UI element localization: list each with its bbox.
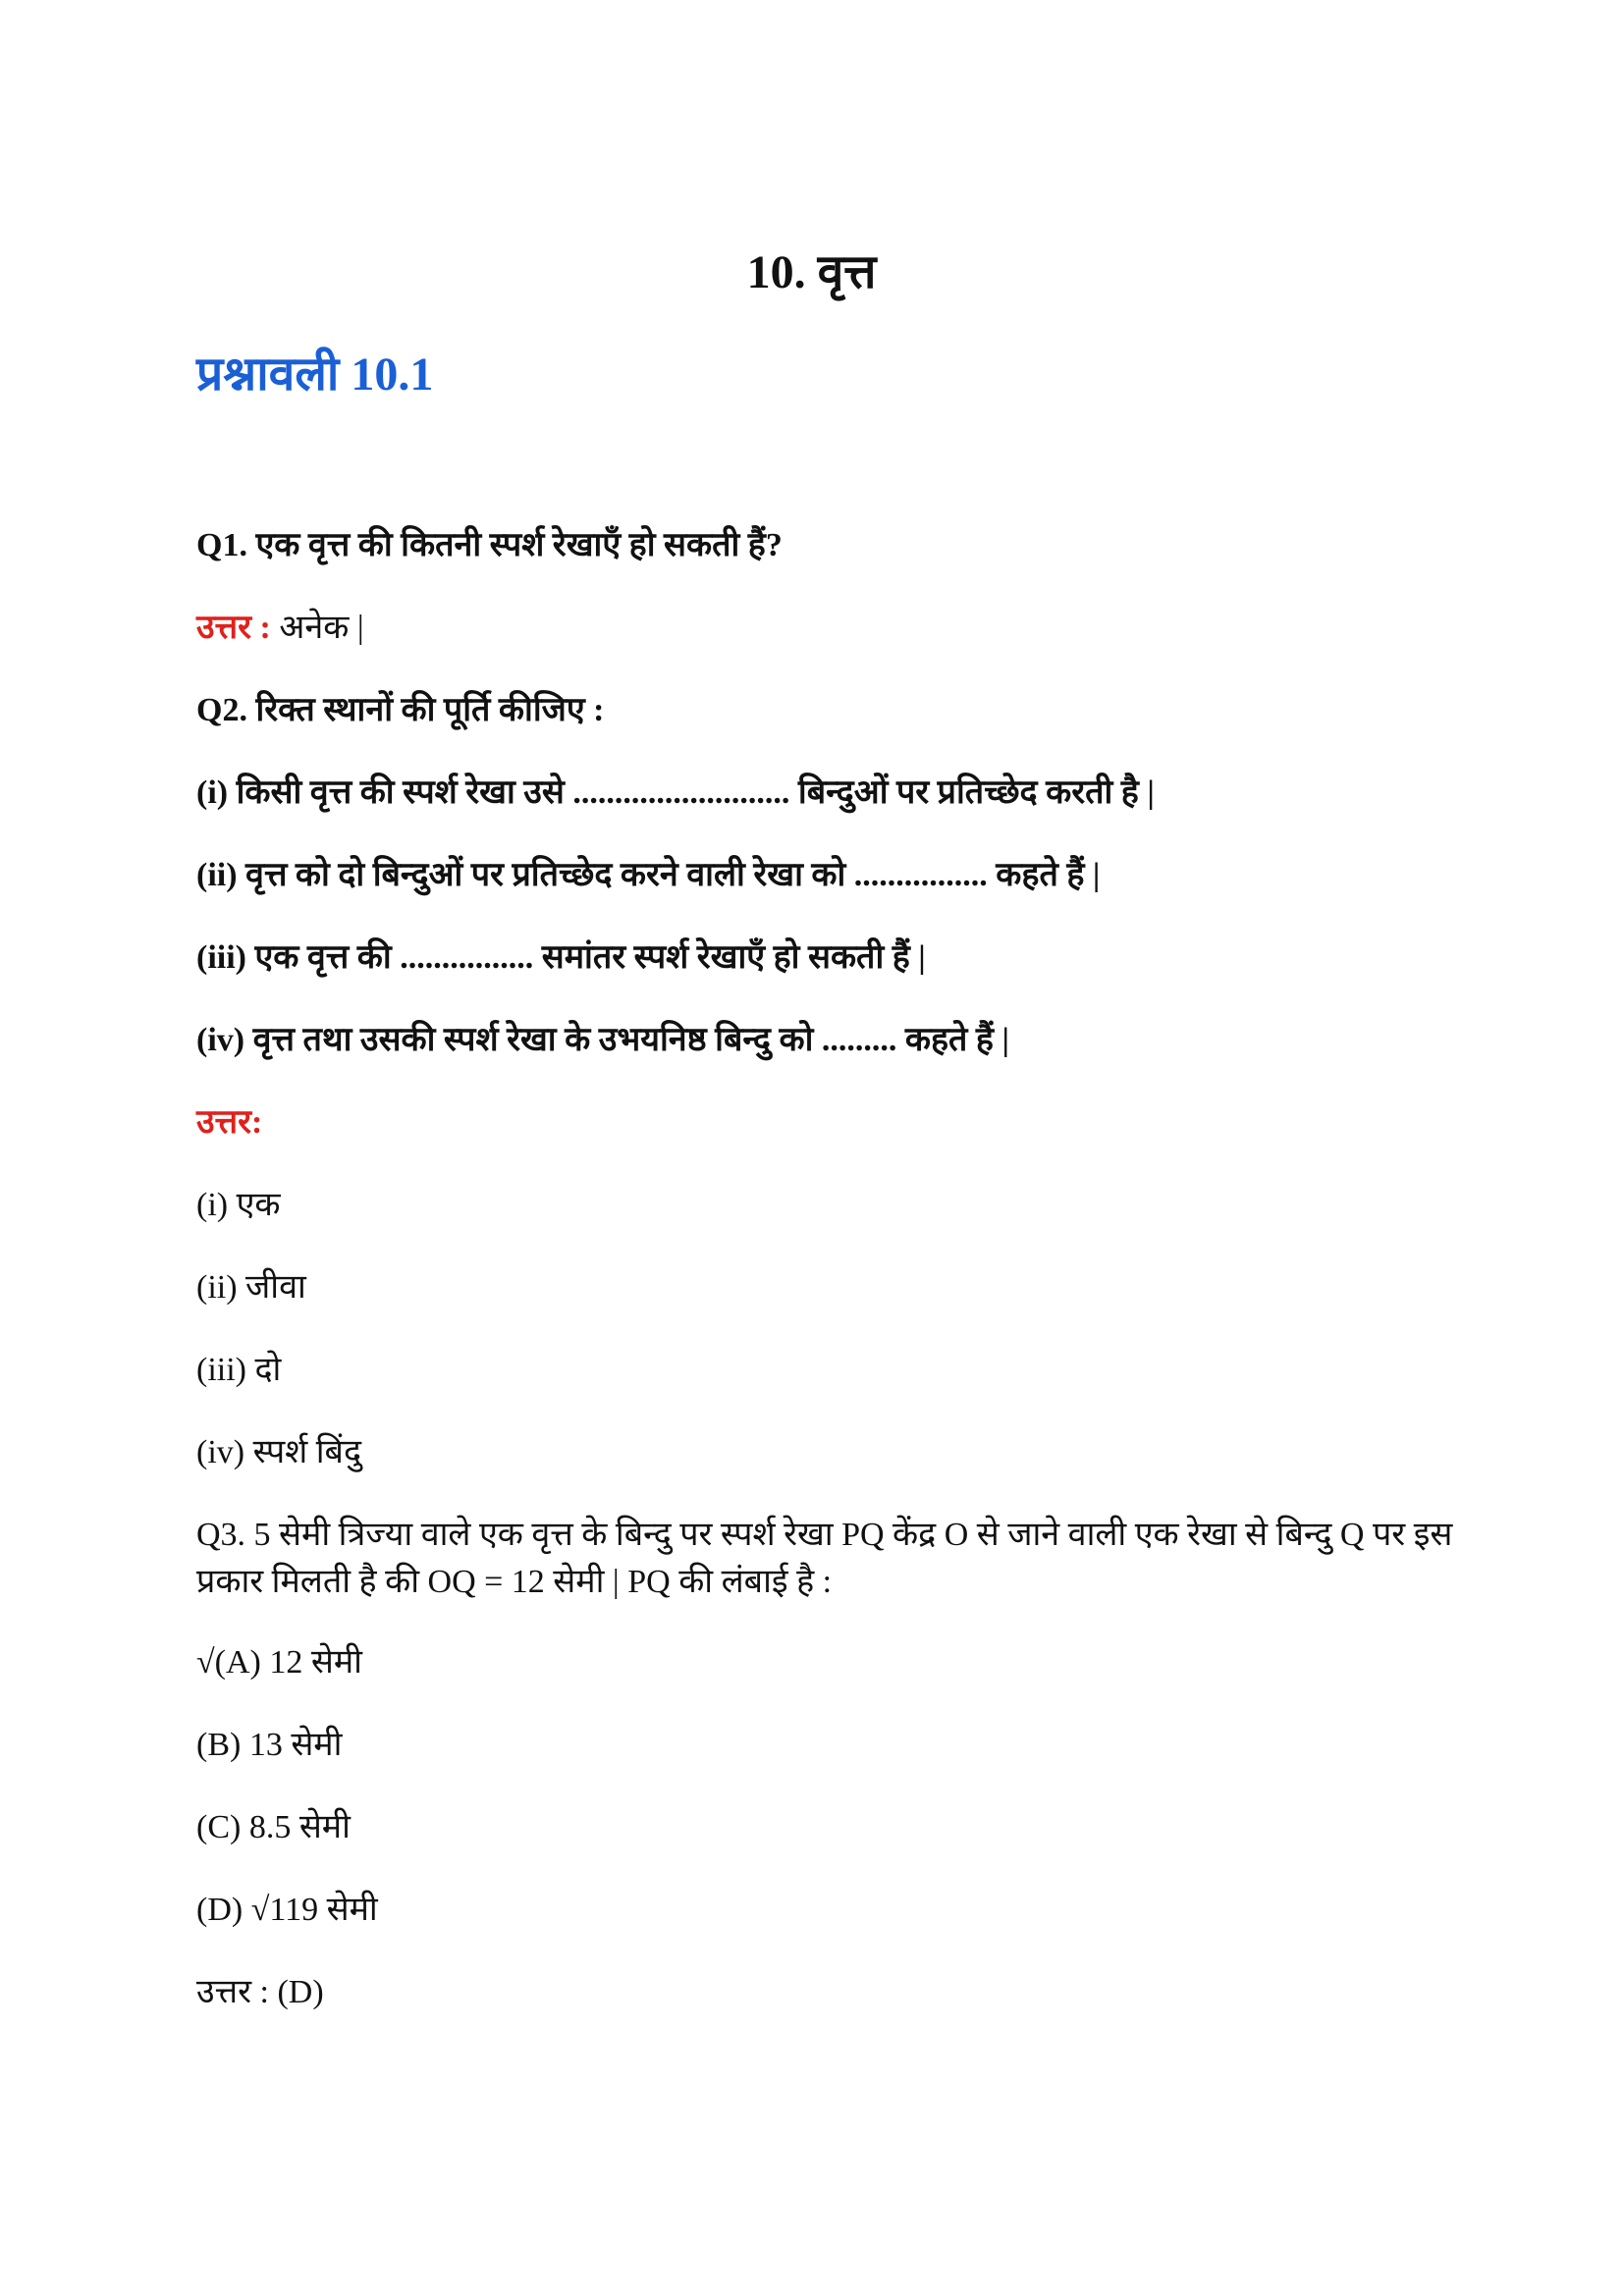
q2-item-i: (i) किसी वृत्त की स्पर्श रेखा उसे .......................... बिन्दुओं पर प्रतिच्छेद करती है |: [196, 774, 1155, 811]
chapter-title: 10. वृत्त: [746, 246, 877, 298]
q2-answer-ii: (ii) जीवा: [196, 1269, 306, 1306]
answer-2-label: उत्तर:: [196, 1104, 263, 1141]
question-3: Q3. 5 सेमी त्रिज्या वाले एक वृत्त के बिन्दु पर स्पर्श रेखा PQ केंद्र O से जाने वाली एक रेखा से बिन्दु Q पर इस प्रकार मिलती है की OQ = 12 सेमी | PQ की लंबाई है :: [196, 1517, 1453, 1600]
exercise-heading: प्रश्नावली 10.1: [196, 348, 434, 400]
q2-answer-i: (i) एक: [196, 1187, 281, 1223]
q2-item-ii: (ii) वृत्त को दो बिन्दुओं पर प्रतिच्छेद करने वाली रेखा को ................ कहते हैं |: [196, 857, 1101, 893]
answer-3: उत्तर : (D): [196, 1974, 324, 2010]
answer-text: अनेक |: [270, 610, 364, 646]
question-2: Q2. रिक्त स्थानों की पूर्ति कीजिए :: [196, 692, 605, 728]
answer-label: उत्तर :: [196, 610, 271, 646]
q3-option-d: (D) √119 सेमी: [196, 1892, 378, 1928]
q3-option-c: (C) 8.5 सेमी: [196, 1809, 351, 1845]
q2-item-iii: (iii) एक वृत्त की ................ समांतर स्पर्श रेखाएँ हो सकती हैं |: [196, 939, 926, 976]
q3-option-b: (B) 13 सेमी: [196, 1727, 343, 1763]
q2-item-iv: (iv) वृत्त तथा उसकी स्पर्श रेखा के उभयनिष्ठ बिन्दु को ......... कहते हैं |: [196, 1022, 1009, 1058]
q2-answer-iv: (iv) स्पर्श बिंदु: [196, 1434, 362, 1470]
question-1: Q1. एक वृत्त की कितनी स्पर्श रेखाएँ हो सकती हैं?: [196, 527, 783, 563]
answer-1: [196, 607, 364, 650]
q2-answer-iii: (iii) दो: [196, 1352, 282, 1388]
q3-option-a: √(A) 12 सेमी: [196, 1644, 362, 1681]
